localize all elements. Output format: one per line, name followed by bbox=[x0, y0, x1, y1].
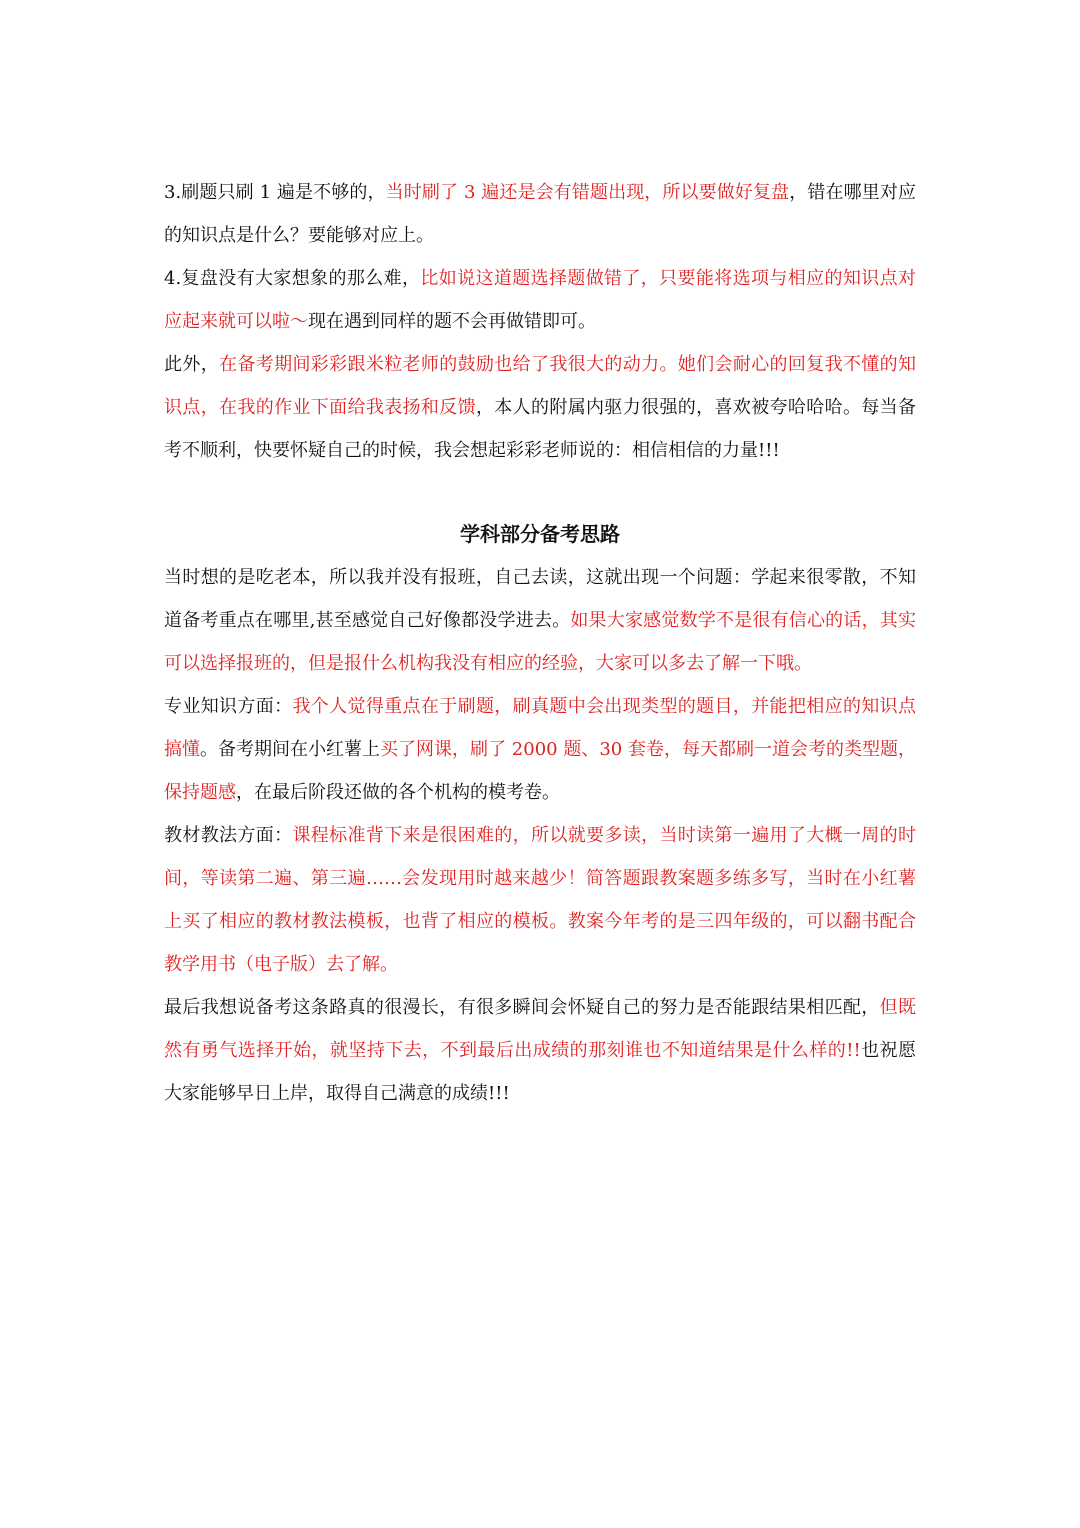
paragraph-6 bbox=[164, 814, 916, 986]
text-segment: 教材教法方面： bbox=[164, 825, 293, 846]
text-segment: ，本人的附属内驱力很强的，喜欢被夸哈哈哈。每当备考不顺利，快要怀疑自己的时候，我会想起彩彩老师说的：相信相信的力量!!! bbox=[164, 397, 917, 461]
text-segment: 3.刷题只刷 1 遍是不够的， bbox=[164, 182, 386, 203]
document-body bbox=[164, 171, 916, 1115]
text-segment: ，错在哪里对应的知识点是什么？要能够对应上。 bbox=[164, 182, 916, 246]
highlight-segment: 买了网课，刷了 2000 题、30 套卷，每天都刷一道会考的类型题，保持题感 bbox=[164, 739, 916, 803]
highlight-segment: 课程标准背下来是很困难的，所以就要多读，当时读第一遍用了大概一周的时间，等读第二遍、第三遍……会发现用时越来越少！简答题跟教案题多练多写，当时在小红薯上买了相应的教材教法模板，也背了相应的模板。教案今年考的是三四年级的，可以翻书配合教学用书（电子版）去了解。 bbox=[164, 825, 916, 975]
text-segment: 此外， bbox=[164, 354, 220, 375]
paragraph-1 bbox=[164, 171, 916, 257]
highlight-segment: 但既然有勇气选择开始，就坚持下去，不到最后出成绩的那刻谁也不知道结果是什么样的!! bbox=[164, 997, 917, 1061]
highlight-segment: 当时刷了 3 遍还是会有错题出现，所以要做好复盘 bbox=[385, 182, 790, 203]
text-segment: 现在遇到同样的题不会再做错即可。 bbox=[308, 311, 596, 332]
highlight-segment: 如果大家感觉数学不是很有信心的话，其实可以选择报班的，但是报什么机构我没有相应的经验，大家可以多去了解一下哦。 bbox=[164, 610, 916, 674]
highlight-segment: 在备考期间彩彩跟米粒老师的鼓励也给了我很大的动力。她们会耐心的回复我不懂的知识点，在我的作业下面给我表扬和反馈 bbox=[164, 354, 917, 418]
paragraph-4 bbox=[164, 556, 916, 685]
paragraph-7 bbox=[164, 986, 916, 1115]
paragraph-3 bbox=[164, 343, 916, 472]
paragraph-5 bbox=[164, 685, 916, 814]
text-segment: 最后我想说备考这条路真的很漫长，有很多瞬间会怀疑自己的努力是否能跟结果相匹配， bbox=[164, 997, 880, 1018]
text-segment: 当时想的是吃老本，所以我并没有报班，自己去读，这就出现一个问题：学起来很零散，不知道备考重点在哪里,甚至感觉自己好像都没学进去。 bbox=[164, 567, 916, 631]
highlight-segment: 比如说这道题选择题做错了，只要能将选项与相应的知识点对应起来就可以啦～ bbox=[164, 268, 916, 332]
text-segment: 也祝愿大家能够早日上岸，取得自己满意的成绩!!! bbox=[164, 1040, 917, 1104]
text-segment: 4.复盘没有大家想象的那么难， bbox=[164, 268, 421, 289]
paragraph-2 bbox=[164, 257, 916, 343]
text-segment: 专业知识方面： bbox=[164, 696, 293, 717]
text-segment: ，在最后阶段还做的各个机构的模考卷。 bbox=[236, 782, 560, 803]
text-segment: 。备考期间在小红薯上 bbox=[200, 739, 381, 760]
section-heading: 学科部分备考思路 bbox=[460, 522, 620, 546]
highlight-segment: 我个人觉得重点在于刷题，刷真题中会出现类型的题目，并能把相应的知识点搞懂 bbox=[164, 696, 916, 760]
